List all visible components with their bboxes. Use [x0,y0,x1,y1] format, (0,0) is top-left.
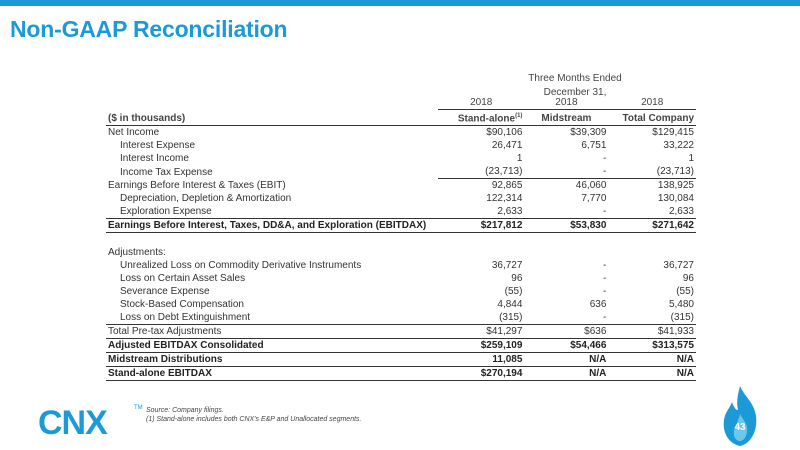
spacer-row [106,233,696,247]
table-row: Interest Income 1 - 1 [120,153,694,165]
cnx-logo: CNX [38,404,107,442]
footnote-marker: (1) [515,113,523,119]
midstream-distributions-row: Midstream Distributions 11,085 N/A N/A [108,354,694,366]
table-row: Adjustments: [108,247,166,259]
year-total: 2018 [608,96,696,110]
table-row: Interest Expense 26,471 6,751 33,222 [120,140,694,152]
period-line-2: December 31, [543,87,607,98]
table-row: Exploration Expense 2,633 - 2,633 [120,206,694,218]
table-row: Income Tax Expense (23,713) - (23,713) [120,166,694,178]
reconciliation-table [106,96,696,381]
unit-label: ($ in thousands) [106,110,438,126]
top-accent-bar [0,0,800,6]
year-midstream: 2018 [524,96,608,110]
flame-icon [718,384,762,448]
standalone-ebitdax-row: Stand-alone EBITDAX $270,194 N/A N/A [108,368,694,380]
table-row: Loss on Certain Asset Sales 96 - 96 [120,273,694,285]
col-header-standalone: Stand-alone$^{(1)}$ [438,110,524,126]
col-header-midstream: Midstream [524,110,608,126]
col-header-total: Total Company [608,110,696,126]
page-number: 43 [734,422,746,433]
period-line-1: Three Months Ended [528,73,622,84]
column-header-row [106,110,696,126]
table-row: Depreciation, Depletion & Amortization 122,314 7,770 130,084 [120,193,694,205]
source-note: Source: Company filings. [146,407,224,414]
adjusted-ebitdax-row: Adjusted EBITDAX Consolidated $259,109 $54,466 $313,575 [108,340,694,352]
table-row: Unrealized Loss on Commodity Derivative Instruments 36,727 - 36,727 [120,260,694,272]
total-adjustments-row: Total Pre-tax Adjustments $41,297 $636 $41,933 [108,326,694,338]
table-row: Severance Expense (55) - (55) [120,286,694,298]
year-row [106,96,696,110]
table-row: Net Income $90,106 $39,309 $129,415 [108,127,694,139]
page-title: Non-GAAP Reconciliation [10,16,288,42]
ebitdax-row: Earnings Before Interest, Taxes, DD&A, and Exploration (EBITDAX) $217,812 $53,830 $271,642 [108,220,694,232]
year-standalone: 2018 [438,96,524,110]
table-row: Earnings Before Interest & Taxes (EBIT) 92,865 46,060 138,925 [108,180,694,192]
logo-trademark: TM [134,405,143,411]
table-row: Loss on Debt Extinguishment (315) - (315) [120,312,694,324]
table-row: Stock-Based Compensation 4,844 636 5,480 [120,299,694,311]
footnote-1: (1) Stand-alone includes both CNX's E&P and Unallocated segments. [146,416,362,423]
footnotes [146,406,361,424]
